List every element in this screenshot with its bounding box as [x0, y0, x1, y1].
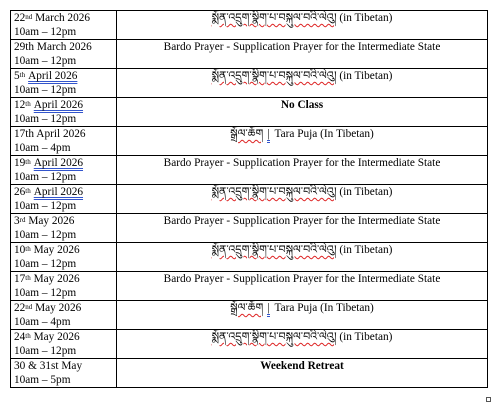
event-title: Bardo Prayer - Supplication Prayer for the Intermediate State [163, 273, 441, 285]
date-month-year: May 2026 [25, 215, 75, 227]
event-tibetan-title: སྨོན་འདྲུག་སྣིག་པ་བསྐུལ་བའི་ལེའུ། [211, 243, 337, 256]
schedule-table [10, 10, 488, 388]
time-text: 10am – 5pm [14, 374, 71, 386]
date-ordinal-suffix: th [25, 100, 31, 108]
date-month-year: March 2026 [32, 12, 91, 24]
date-cell[interactable] [11, 301, 117, 330]
date-month-year: May 2026 [30, 273, 80, 285]
date-month-year: April 2026 [33, 186, 84, 198]
time-text: 10am – 4pm [14, 142, 71, 154]
event-language-note: (in Tibetan) [336, 331, 393, 343]
event-cell[interactable] [117, 127, 488, 156]
date-full: 30 & 31st May [14, 360, 83, 372]
date-cell[interactable] [11, 69, 117, 98]
event-text [212, 330, 393, 344]
date-ordinal-suffix: th [19, 71, 26, 79]
event-title: Bardo Prayer - Supplication Prayer for the Intermediate State [163, 215, 441, 227]
date-month-year: April 2026 [28, 70, 78, 82]
event-text [164, 214, 441, 228]
date-full: 17th April 2026 [14, 128, 86, 140]
date-cell[interactable] [11, 359, 117, 388]
date-text [14, 156, 116, 170]
event-title: Weekend Retreat [260, 360, 344, 372]
date-day: 10 [14, 244, 26, 256]
time-text: 10am – 12pm [14, 229, 77, 241]
date-text [14, 69, 116, 83]
event-cell[interactable] [117, 69, 488, 98]
time-text: 10am – 12pm [14, 258, 77, 270]
table-resize-handle[interactable] [486, 397, 491, 402]
time-text: 10am – 12pm [14, 113, 77, 125]
date-ordinal-suffix: th [25, 332, 31, 340]
event-tibetan-title: སྨོན་འདྲུག་སྣིག་པ་བསྐུལ་བའི་ལེའུ། [211, 11, 337, 24]
event-english-title: Tara Puja (In Tibetan) [274, 128, 374, 140]
event-text [281, 98, 323, 112]
event-text [230, 127, 374, 143]
date-text [14, 243, 116, 257]
date-ordinal-suffix: nd [25, 303, 33, 311]
time-text: 10am – 12pm [14, 345, 77, 357]
schedule-row [11, 330, 488, 359]
event-cell[interactable] [117, 185, 488, 214]
event-title: Bardo Prayer - Supplication Prayer for the Intermediate State [163, 157, 441, 169]
schedule-row [11, 156, 488, 185]
date-text [14, 98, 116, 112]
date-cell[interactable] [11, 11, 117, 40]
event-text [164, 272, 441, 286]
event-text [212, 11, 393, 25]
event-cell[interactable] [117, 98, 488, 127]
date-day: 5 [14, 70, 20, 82]
date-text [14, 11, 116, 25]
time-text: 10am – 12pm [14, 26, 77, 38]
event-title: Bardo Prayer - Supplication Prayer for the Intermediate State [163, 41, 441, 53]
date-cell[interactable] [11, 272, 117, 301]
event-title: No Class [280, 99, 324, 111]
date-month-year: May 2026 [30, 331, 80, 343]
date-cell[interactable] [11, 98, 117, 127]
event-text [230, 301, 374, 317]
date-ordinal-suffix: th [25, 274, 31, 282]
event-english-title: Tara Puja (In Tibetan) [274, 302, 374, 314]
event-cell[interactable] [117, 156, 488, 185]
date-text [14, 40, 116, 54]
date-cell[interactable] [11, 330, 117, 359]
date-full: 29th March 2026 [14, 41, 92, 53]
event-language-note: (in Tibetan) [336, 186, 393, 198]
date-ordinal-suffix: th [25, 187, 31, 195]
date-day: 3 [14, 215, 20, 227]
date-day: 22 [14, 12, 26, 24]
date-text [14, 185, 116, 199]
date-text [14, 272, 116, 286]
date-day: 22 [14, 302, 26, 314]
event-text [260, 359, 344, 373]
event-cell[interactable] [117, 301, 488, 330]
event-cell[interactable] [117, 214, 488, 243]
event-cell[interactable] [117, 243, 488, 272]
date-ordinal-suffix: nd [25, 13, 33, 21]
date-month-year: May 2026 [32, 302, 82, 314]
schedule-row [11, 359, 488, 388]
date-text [14, 330, 116, 344]
schedule-row [11, 301, 488, 330]
time-text: 10am – 12pm [14, 200, 77, 212]
date-day: 17 [14, 273, 26, 285]
time-text: 10am – 12pm [14, 84, 77, 96]
event-tibetan-title: སྒྲོལ་ཆོག [230, 301, 264, 314]
date-ordinal-suffix: th [25, 158, 31, 166]
date-text [14, 127, 116, 141]
schedule-row [11, 69, 488, 98]
event-text [164, 156, 441, 170]
event-separator: | [267, 302, 269, 317]
time-text: 10am – 4pm [14, 316, 71, 328]
date-month-year: April 2026 [33, 157, 84, 169]
date-day: 12 [14, 99, 26, 111]
time-text: 10am – 12pm [14, 171, 77, 183]
date-text [14, 214, 116, 228]
schedule-row [11, 40, 488, 69]
date-ordinal-suffix: rd [19, 216, 26, 224]
event-cell[interactable] [117, 330, 488, 359]
event-text [212, 243, 393, 257]
event-language-note: (in Tibetan) [336, 12, 393, 24]
date-cell[interactable] [11, 243, 117, 272]
schedule-row [11, 185, 488, 214]
date-day: 24 [14, 331, 26, 343]
date-cell[interactable] [11, 185, 117, 214]
event-cell[interactable] [117, 359, 488, 388]
event-tibetan-title: སྒྲོལ་ཆོག [230, 127, 264, 140]
event-text [212, 69, 393, 83]
schedule-row [11, 98, 488, 127]
schedule-row [11, 11, 488, 40]
time-text: 10am – 12pm [14, 287, 77, 299]
date-cell[interactable] [11, 214, 117, 243]
date-text [14, 359, 116, 373]
event-text [212, 185, 393, 199]
event-cell[interactable] [117, 11, 488, 40]
schedule-row [11, 243, 488, 272]
event-cell[interactable] [117, 272, 488, 301]
date-cell[interactable] [11, 40, 117, 69]
event-separator: | [267, 128, 269, 143]
event-tibetan-title: སྨོན་འདྲུག་སྣིག་པ་བསྐུལ་བའི་ལེའུ། [211, 69, 337, 82]
schedule-row [11, 127, 488, 156]
schedule-body [11, 11, 488, 388]
date-ordinal-suffix: th [25, 245, 31, 253]
date-month-year: May 2026 [30, 244, 80, 256]
event-text [164, 40, 441, 54]
event-tibetan-title: སྨོན་འདྲུག་སྣིག་པ་བསྐུལ་བའི་ལེའུ། [211, 330, 337, 343]
date-cell[interactable] [11, 156, 117, 185]
event-language-note: (in Tibetan) [336, 244, 393, 256]
date-cell[interactable] [11, 127, 117, 156]
schedule-row [11, 214, 488, 243]
time-text: 10am – 12pm [14, 55, 77, 67]
date-day: 26 [14, 186, 26, 198]
event-tibetan-title: སྨོན་འདྲུག་སྣིག་པ་བསྐུལ་བའི་ལེའུ། [211, 185, 337, 198]
event-cell[interactable] [117, 40, 488, 69]
schedule-row [11, 272, 488, 301]
date-day: 19 [14, 157, 26, 169]
event-language-note: (in Tibetan) [336, 70, 393, 82]
date-text [14, 301, 116, 315]
date-month-year: April 2026 [33, 99, 84, 111]
